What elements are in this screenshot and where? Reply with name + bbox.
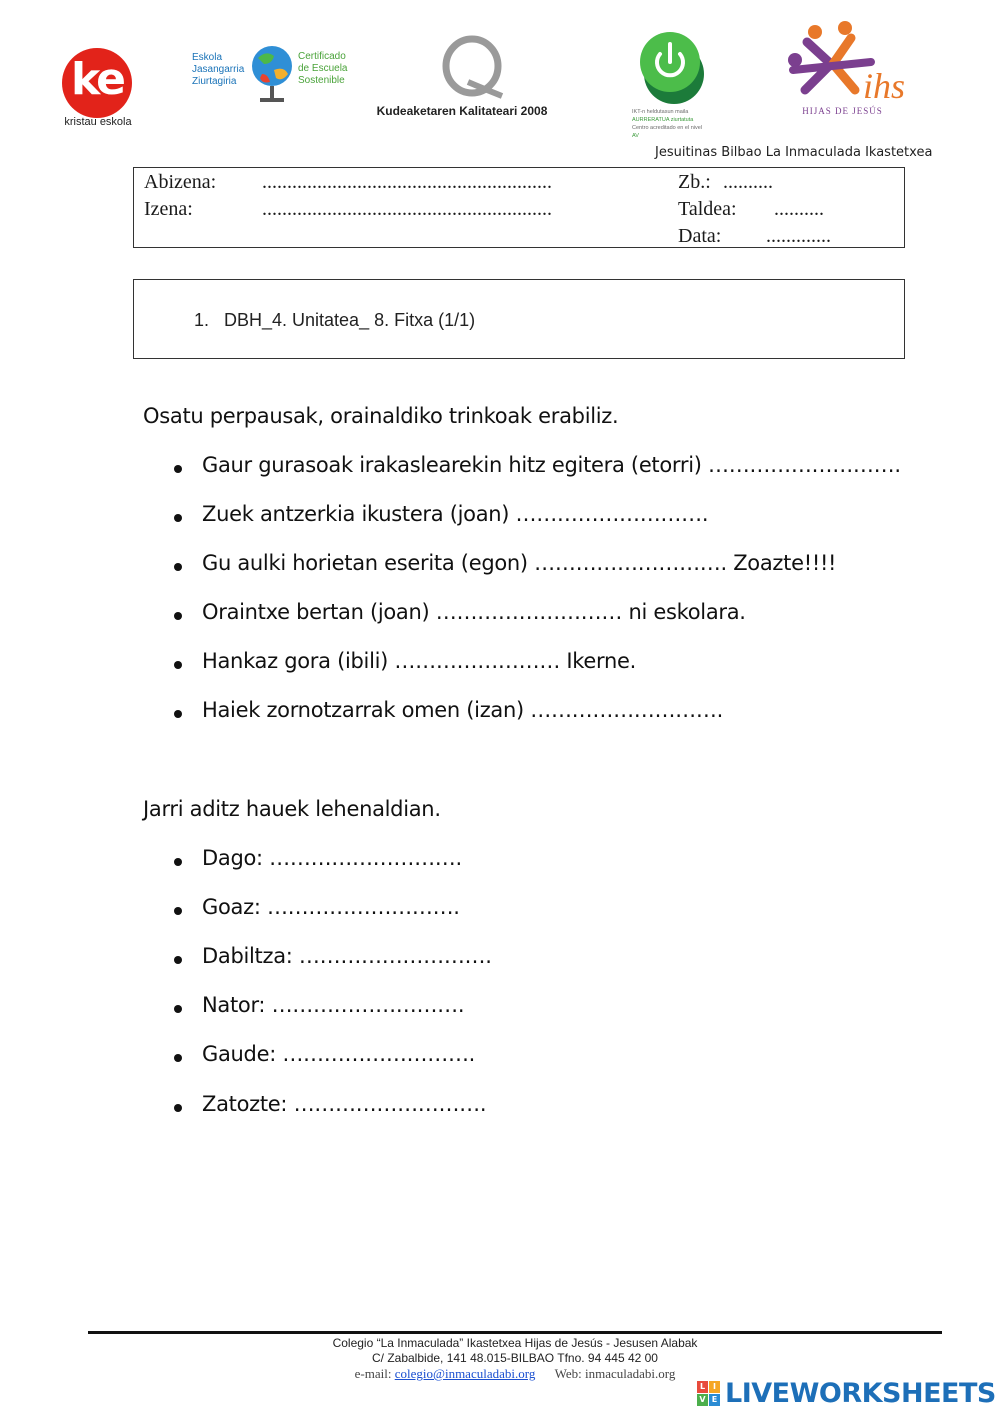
bullet-icon [174,514,182,522]
date-field[interactable]: ............. [766,225,831,247]
liveworksheets-text: LIVEWORKSHEETS [725,1378,996,1409]
bullet-icon [174,1005,182,1013]
liveworksheets-watermark [697,1378,997,1410]
worksheet-title-box [133,279,905,359]
power-icon [630,30,708,106]
school-name: Jesuitinas Bilbao La Inmaculada Ikastetxea [655,145,933,160]
kristau-eskola-logo [52,48,144,130]
exercise2-instruction: Jarri aditz hauek lehenaldian. [143,797,441,821]
name-label: Izena: [144,198,193,220]
bullet-icon [174,1104,182,1112]
worksheet-title: DBH_4. Unitatea_ 8. Fitxa (1/1) [224,310,476,330]
exercise2-item-5: Gaude: ………………………. [202,1042,476,1066]
ke-logo-letters: ke [71,54,123,105]
exercise1-item-4: Oraintxe bertan (joan) ……………………… ni eskolara. [202,600,746,624]
surname-field[interactable]: .......................................................... [262,171,552,193]
exercise1-item-6: Haiek zornotzarrak omen (izan) ………………………. [202,698,723,722]
hijas-de-jesus-logo [785,20,906,124]
date-label: Data: [678,225,722,247]
group-label: Taldea: [678,198,737,220]
web-address: inmaculadabi.org [584,1366,676,1381]
email-link[interactable]: colegio@inmaculadabi.org [394,1366,536,1381]
exercise2-item-3: Dabiltza: ………………………. [202,944,492,968]
eskola-logo-right-text: Certificado de Escuela Sostenible [298,51,348,86]
footer-address-line: C/ Zabalbide, 141 48.015-BILBAO Tfno. 94 445 42 00 [372,1351,658,1365]
exercise2-item-1: Dago: ………………………. [202,846,462,870]
exercise1-item-3: Gu aulki horietan eserita (egon) ………………………. Zoazte!!!! [202,551,837,575]
ikt-logo-small-text: IKT-n heldutasun maila AURRERATUA ziurtatuta Centro acreditado en el nivel AV [632,109,703,139]
hijas-logo-caption: HIJAS DE JESÚS [802,106,883,116]
bullet-icon [174,465,182,473]
bullet-icon [174,956,182,964]
footer-school-line: Colegio “La Inmaculada” Ikastetxea Hijas de Jesús - Jesusen Alabak [332,1336,698,1350]
surname-label: Abizena: [144,171,217,193]
bullet-icon [174,858,182,866]
email-label: e-mail: [354,1366,392,1381]
globe-icon [248,40,296,110]
bullet-icon [174,563,182,571]
quality-logo-caption: Kudeaketaren Kalitateari 2008 [376,104,548,118]
footer-divider [88,1331,942,1334]
number-field[interactable]: .......... [723,171,773,193]
title-number: 1. [194,310,210,330]
bullet-icon [174,612,182,620]
exercise2-item-2: Goaz: ………………………. [202,895,460,919]
exercise1-item-5: Hankaz gora (ibili) …………………… Ikerne. [202,649,636,673]
name-field[interactable]: .......................................................... [262,198,552,220]
bullet-icon [174,907,182,915]
web-label: Web: [554,1366,582,1381]
ikt-power-logo [630,30,720,146]
q-letter-icon [438,36,510,102]
eskola-logo-left-text: Eskola Jasangarria Ziurtagiria [192,52,245,87]
hijas-cross-icon [785,20,906,108]
exercise1-item-1: Gaur gurasoak irakaslearekin hitz egitera (etorri) ………………………. [202,453,901,477]
number-label: Zb.: [678,171,711,193]
quality-management-logo [362,36,562,124]
group-field[interactable]: .......... [774,198,824,220]
ke-logo-caption: kristau eskola [64,116,132,128]
svg-text:ihs: ihs [863,66,906,106]
exercise2-item-6: Zatozte: ………………………. [202,1092,487,1116]
liveworksheets-badge-icon: L I V E [697,1381,721,1407]
bullet-icon [174,1054,182,1062]
student-info-box [133,167,905,248]
exercise1-item-2: Zuek antzerkia ikustera (joan) ………………………. [202,502,709,526]
exercise1-instruction: Osatu perpausak, orainaldiko trinkoak erabiliz. [143,404,619,428]
exercise2-item-4: Nator: ………………………. [202,993,465,1017]
sustainable-school-logo [192,40,357,112]
bullet-icon [174,710,182,718]
bullet-icon [174,661,182,669]
